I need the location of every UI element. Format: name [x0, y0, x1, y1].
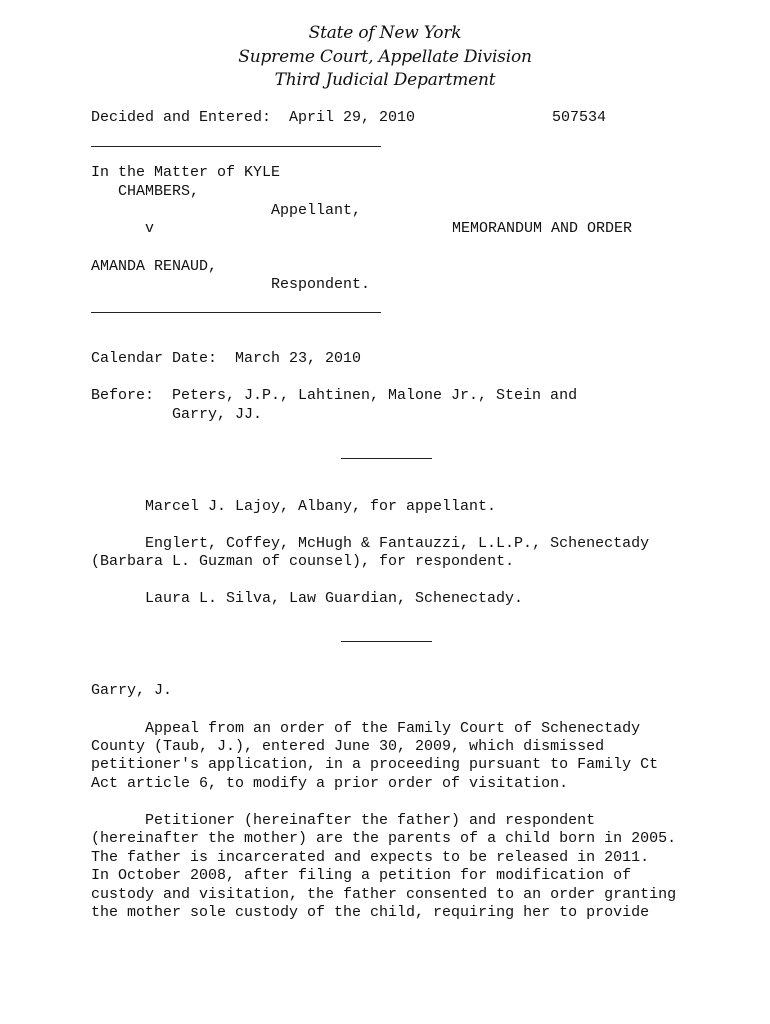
appellant-counsel: Marcel J. Lajoy, Albany, for appellant. — [145, 498, 497, 515]
order-type: MEMORANDUM AND ORDER — [452, 220, 633, 237]
court-name: Supreme Court, Appellate Division — [238, 47, 532, 67]
paragraph-1-line: Appeal from an order of the Family Court of Schenectady — [145, 720, 641, 737]
paragraph-1-line: petitioner's application, in a proceeding pursuant to Family Ct — [91, 756, 659, 773]
caption-top-rule — [91, 146, 381, 147]
paragraph-2-line: custody and visitation, the father consented to an order granting — [91, 886, 677, 903]
before-judges-line-2: Garry, JJ. — [172, 406, 263, 423]
paragraph-1-line: Act article 6, to modify a prior order of visitation. — [91, 775, 569, 792]
paragraph-2-line: (hereinafter the mother) are the parents of a child born in 2005. — [91, 830, 677, 847]
respondent-role: Respondent. — [271, 276, 371, 293]
paragraph-1-line: County (Taub, J.), entered June 30, 2009, which dismissed — [91, 738, 605, 755]
caption-bottom-rule — [91, 312, 381, 313]
decided-label: Decided and Entered: — [91, 109, 272, 126]
respondent-name: AMANDA RENAUD, — [91, 258, 218, 275]
respondent-counsel-line-1: Englert, Coffey, McHugh & Fantauzzi, L.L.P., Schenectady — [145, 535, 650, 552]
appellant-role: Appellant, — [271, 202, 362, 219]
matter-line-2: CHAMBERS, — [118, 183, 200, 200]
versus: v — [145, 220, 155, 237]
paragraph-2-line: The father is incarcerated and expects to be released in 2011. — [91, 849, 650, 866]
section-divider-1 — [341, 458, 432, 459]
law-guardian: Laura L. Silva, Law Guardian, Schenectady. — [145, 590, 524, 607]
calendar-date: March 23, 2010 — [235, 350, 362, 367]
respondent-counsel-line-2: (Barbara L. Guzman of counsel), for respondent. — [91, 553, 515, 570]
opinion-author: Garry, J. — [91, 682, 173, 699]
court-department: Third Judicial Department — [274, 70, 496, 90]
court-state: State of New York — [308, 23, 462, 43]
paragraph-2-line: the mother sole custody of the child, requiring her to provide — [91, 904, 650, 921]
docket-number: 507534 — [552, 109, 607, 126]
calendar-label: Calendar Date: — [91, 350, 218, 367]
before-label: Before: — [91, 387, 155, 404]
paragraph-2-line: In October 2008, after filing a petition for modification of — [91, 867, 632, 884]
section-divider-2 — [341, 641, 432, 642]
paragraph-2-line: Petitioner (hereinafter the father) and respondent — [145, 812, 596, 829]
decided-date: April 29, 2010 — [289, 109, 416, 126]
matter-line-1: In the Matter of KYLE — [91, 164, 281, 181]
before-judges-line-1: Peters, J.P., Lahtinen, Malone Jr., Stein and — [172, 387, 578, 404]
